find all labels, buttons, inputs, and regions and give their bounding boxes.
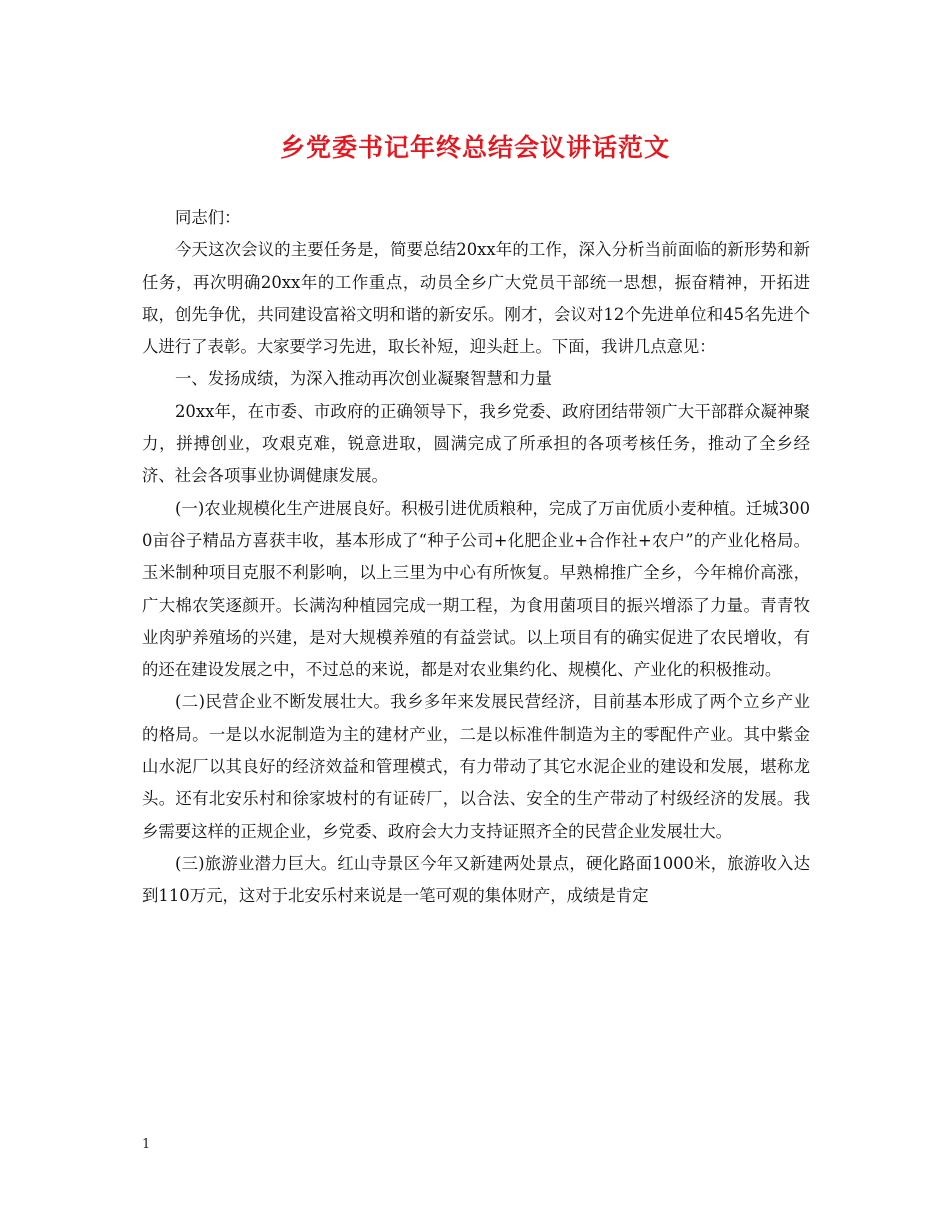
tourism-paragraph: (三)旅游业潜力巨大。红山寺景区今年又新建两处景点，硬化路面1000米，旅游收入达到110万元，这对于北安乐村来说是一笔可观的集体财产，成绩是肯定 [142, 853, 810, 906]
page-number: 1 [142, 1137, 151, 1152]
intro-paragraph: 今天这次会议的主要任务是，简要总结20xx年的工作，深入分析当前面临的新形势和新任务，再次明确20xx年的工作重点，动员全乡广大党员干部统一思想，振奋精神，开拓进取，创先争优，共同建设富裕文明和谐的新安乐。刚才，会议对12个先进单位和45名先进个人进行了表彰。大家要学习先进，取长补短，迎头赶上。下面，我讲几点意见： [142, 240, 810, 357]
document-body [142, 202, 810, 913]
agriculture-paragraph: (一)农业规模化生产进展良好。积极引进优质粮种，完成了万亩优质小麦种植。迁城3000亩谷子精品方喜获丰收，基本形成了“种子公司+化肥企业+合作社+农户”的产业化格局。玉米制种项目克服不利影响，以上三里为中心有所恢复。早熟棉推广全乡，今年棉价高涨，广大棉农笑逐颜开。长满沟种植园完成一期工程，为食用菌项目的振兴增添了力量。青青牧业肉驴养殖场的兴建，是对大规模养殖的有益尝试。以上项目有的确实促进了农民增收，有的还在建设发展之中，不过总的来说，都是对农业集约化、规模化、产业化的积极推动。 [142, 498, 810, 680]
private-enterprise-paragraph: (二)民营企业不断发展壮大。我乡多年来发展民营经济，目前基本形成了两个立乡产业的格局。一是以水泥制造为主的建材产业，二是以标准件制造为主的零配件产业。其中紫金山水泥厂以其良好的经济效益和管理模式，有力带动了其它水泥企业的建设和发展，堪称龙头。还有北安乐村和徐家坡村的有证砖厂，以合法、安全的生产带动了村级经济的发展。我乡需要这样的正规企业，乡党委、政府会大力支持证照齐全的民营企业发展壮大。 [142, 692, 810, 841]
greeting-paragraph: 同志们： [175, 208, 241, 227]
document-title: 乡党委书记年终总结会议讲话范文 [279, 133, 670, 162]
section-heading: 一、发扬成绩，为深入推动再次创业凝聚智慧和力量 [175, 369, 552, 389]
summary-paragraph: 20xx年，在市委、市政府的正确领导下，我乡党委、政府团结带领广大干部群众凝神聚力，拼搏创业，攻艰克难，锐意进取，圆满完成了所承担的各项考核任务，推动了全乡经济、社会各项事业协调健康发展。 [142, 401, 810, 486]
